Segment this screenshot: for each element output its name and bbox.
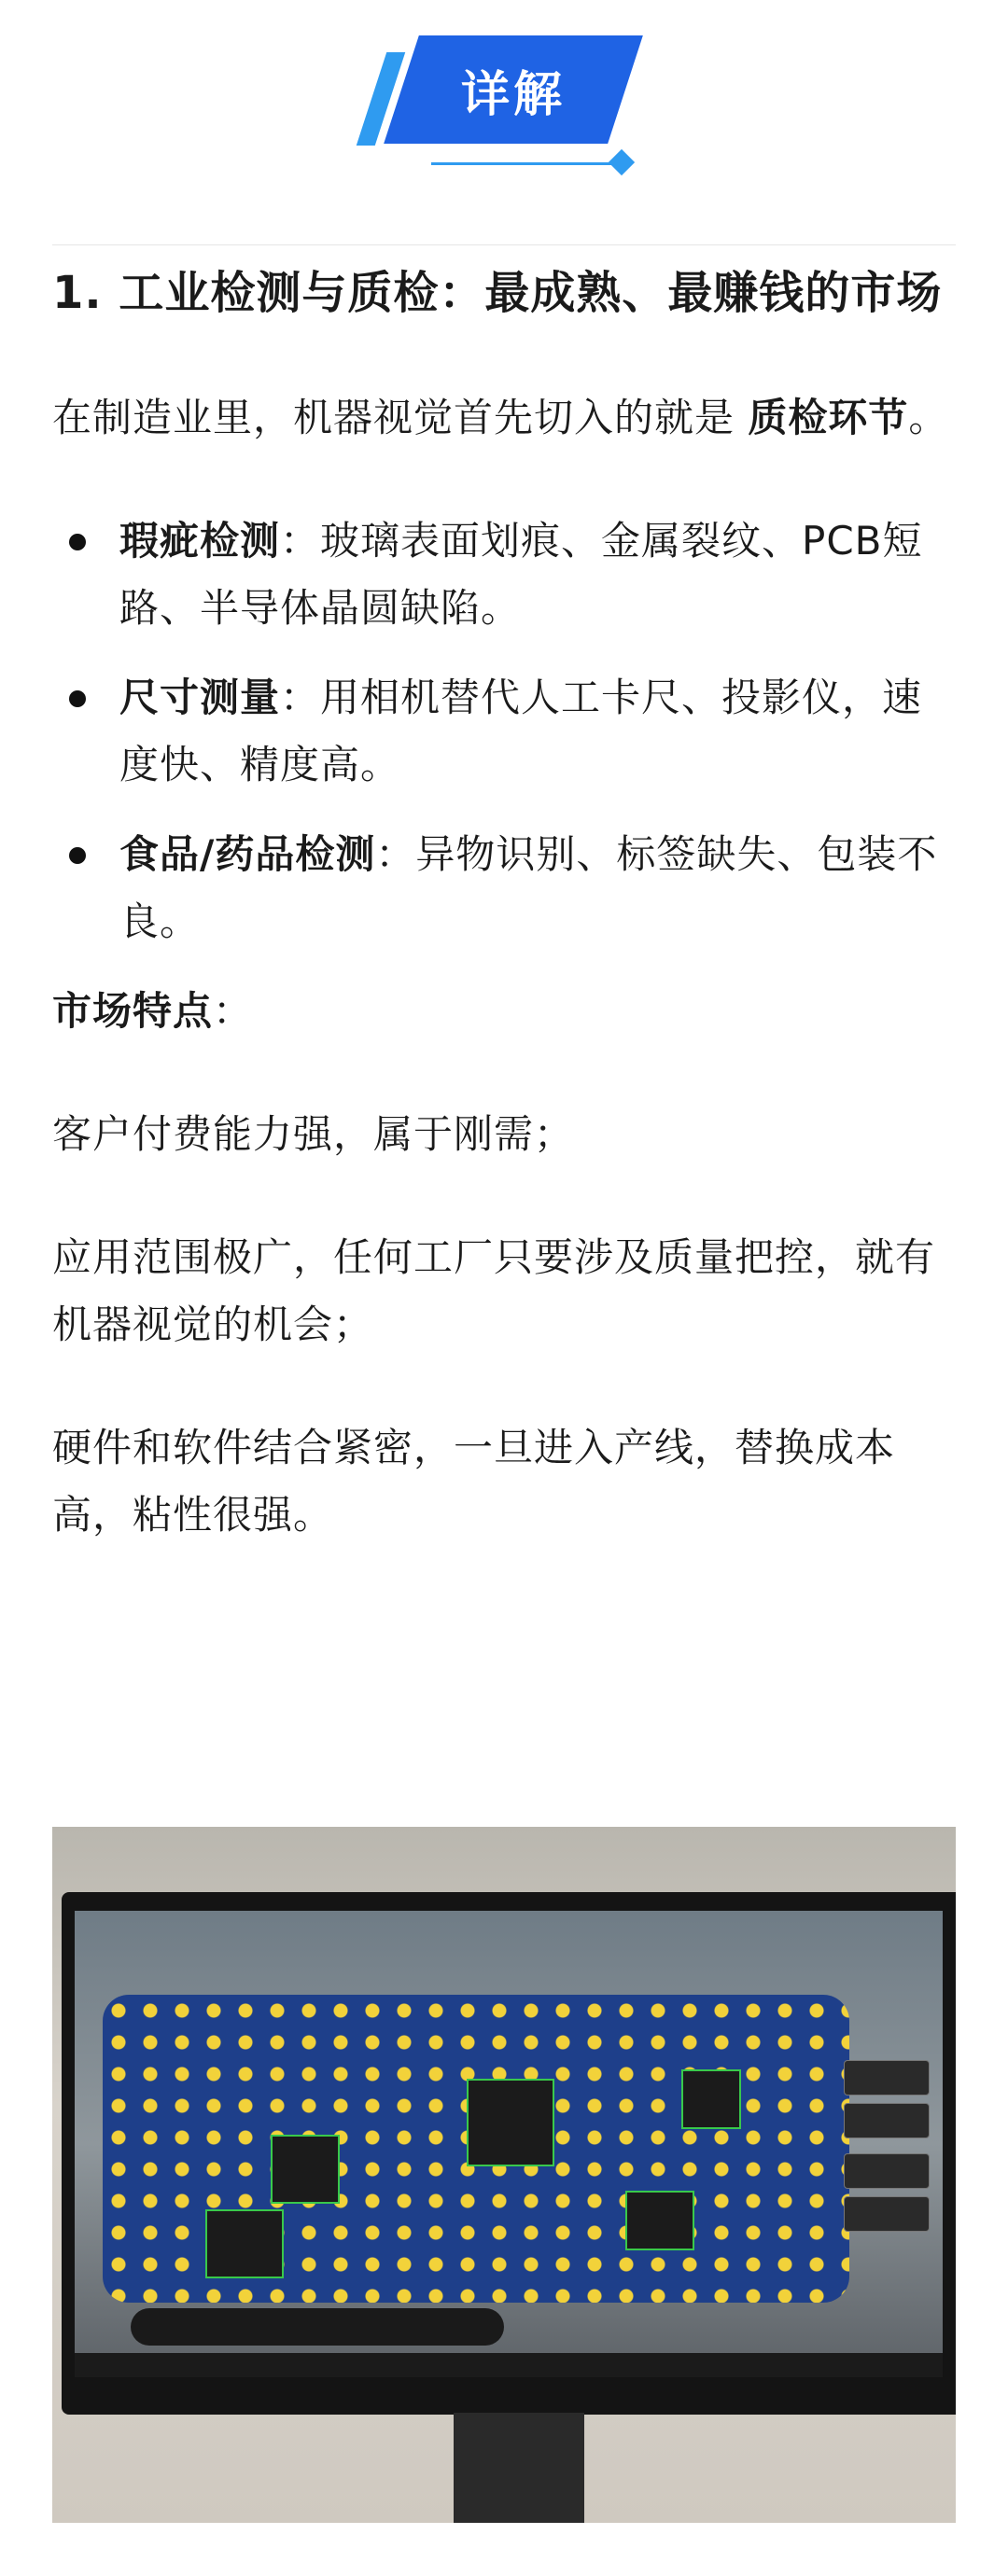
features-heading bbox=[52, 978, 956, 1045]
bullet-term: 食品/药品检测 bbox=[119, 831, 376, 877]
chip bbox=[271, 2135, 340, 2204]
features-colon: ： bbox=[213, 988, 254, 1034]
bullet-icon bbox=[69, 847, 86, 864]
badge-label: 详解 bbox=[460, 66, 566, 123]
side-button bbox=[844, 2103, 930, 2138]
chip bbox=[467, 2079, 554, 2166]
bullet-desc: ：玻璃表面划痕、金属裂纹、PCB短路、半导体晶圆缺陷。 bbox=[119, 518, 923, 631]
article-body bbox=[52, 258, 956, 1605]
bullet-term: 尺寸测量 bbox=[119, 675, 281, 720]
intro-text: 在制造业里，机器视觉首先切入的就是 bbox=[52, 395, 749, 440]
monitor-stand bbox=[454, 2413, 584, 2523]
feature-paragraph: 客户付费能力强，属于刚需； bbox=[52, 1111, 575, 1157]
side-button bbox=[844, 2196, 930, 2232]
monitor bbox=[62, 1892, 956, 2415]
chip bbox=[205, 2209, 284, 2278]
feature-paragraph: 硬件和软件结合紧密，一旦进入产线，替换成本高，粘性很强。 bbox=[52, 1425, 896, 1538]
list-item bbox=[52, 508, 956, 642]
inspection-photo bbox=[52, 1827, 956, 2523]
badge-underline bbox=[431, 162, 622, 165]
bullet-desc: ：用相机替代人工卡尺、投影仪，速度快、精度高。 bbox=[119, 675, 923, 787]
intro-paragraph bbox=[52, 384, 956, 452]
intro-bold: 质检环节 bbox=[748, 395, 909, 440]
inspection-screen bbox=[75, 1911, 943, 2377]
bullet-icon bbox=[69, 534, 86, 550]
features-heading-bold: 市场特点 bbox=[52, 988, 214, 1034]
bullet-list bbox=[52, 508, 956, 955]
bullet-icon bbox=[69, 690, 86, 707]
list-item bbox=[52, 664, 956, 799]
chip bbox=[625, 2191, 694, 2250]
pcb-board bbox=[103, 1995, 849, 2303]
status-bar bbox=[75, 2353, 943, 2377]
section-heading: 1. 工业检测与质检：最成熟、最赚钱的市场 bbox=[52, 267, 943, 319]
side-button bbox=[844, 2060, 930, 2096]
intro-suffix: 。 bbox=[908, 395, 949, 440]
side-button bbox=[844, 2153, 930, 2189]
diamond-icon bbox=[609, 149, 635, 175]
section-header bbox=[0, 0, 1008, 233]
bullet-term: 瑕疵检测 bbox=[119, 518, 281, 564]
chip bbox=[681, 2069, 741, 2129]
list-item bbox=[52, 821, 956, 955]
bullet-desc: ：异物识别、标签缺失、包装不良。 bbox=[119, 831, 938, 944]
feature-paragraph: 应用范围极广，任何工厂只要涉及质量把控，就有机器视觉的机会； bbox=[52, 1234, 936, 1347]
tray bbox=[131, 2308, 504, 2346]
divider bbox=[52, 244, 956, 245]
